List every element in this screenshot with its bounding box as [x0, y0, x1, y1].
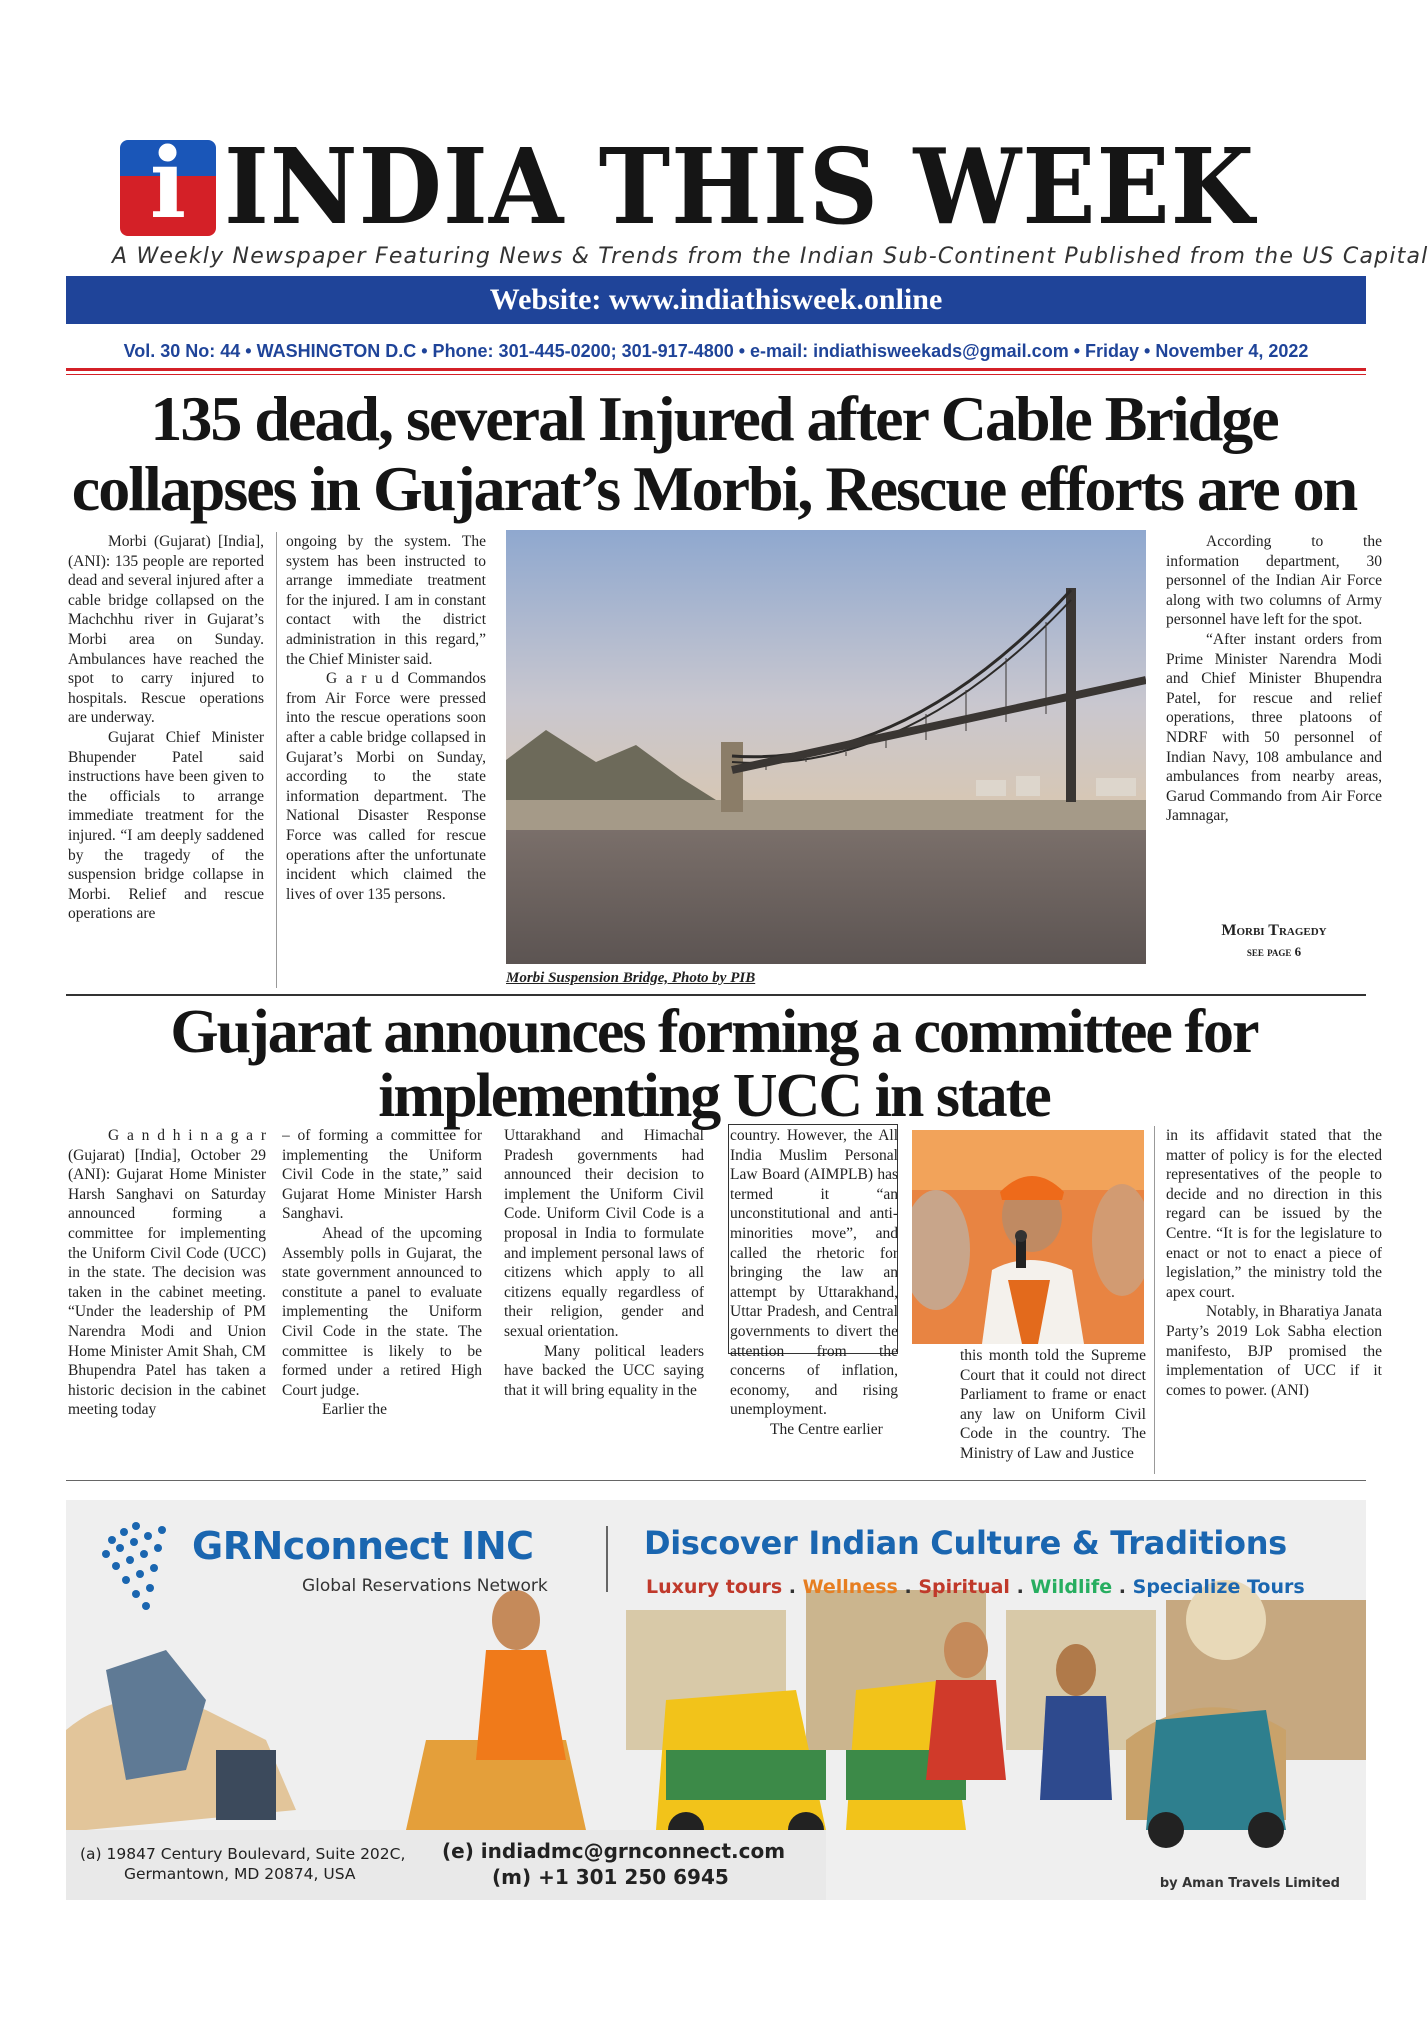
ad-brand-subtitle: Global Reservations Network [302, 1576, 548, 1596]
story2-column-6: in its affidavit stated that the matter of policy is for the elected representatives of the people to decide and no direction in this regard can be issued by the Centre. “It is for the legislature to enact or not to enact a piece of legislation,” the ministry told the apex court. Notably, in Bharatiya Janata Party’s 2019 Lok Sabha election manifesto, BJP promised the implementation of UCC if it comes to power. (ANI) [1166, 1127, 1382, 1399]
website-link[interactable]: Website: www.indiathisweek.online [66, 276, 1366, 324]
issue-info: Vol. 30 No: 44 • WASHINGTON D.C • Phone: 301-445-0200; 301-917-4800 • e-mail: indiathisweekads@gmail.com • Friday • November 4, 2022 [123, 341, 1309, 361]
tagline: A Weekly Newspaper Featuring News & Trends from the Indian Sub-Continent Published from the US Capital [112, 244, 1428, 269]
ad-tour-types: Luxury tours . Wellness . Spiritual . Wildlife . Specialize Tours [646, 1576, 1305, 1598]
ad-brand-name: GRNconnect INC [192, 1524, 534, 1568]
column-divider [1154, 1126, 1155, 1474]
grnconnect-advertisement[interactable] [66, 1500, 1366, 1900]
bridge-photo-caption: Morbi Suspension Bridge, Photo by PIB [506, 970, 756, 986]
logo-i-icon: i [120, 140, 216, 236]
newspaper-title: INDIA THIS WEEK [224, 125, 1256, 248]
story2-column-4: country. However, the All India Muslim Personal Law Board (AIMPLB) has termed it “an unconstitutional and anti-minorities move”, and called the rhetoric for bringing the law an attempt by Uttarakhand, Uttar Pradesh, and Central governments to divert the attention from the concerns of inflation, economy, and rising unemployment. The Centre earlier [730, 1127, 898, 1438]
ad-contact[interactable] [442, 1838, 785, 1890]
header-divider-thin [66, 374, 1366, 375]
header-divider [66, 368, 1366, 371]
ad-headline: Discover Indian Culture & Traditions [644, 1524, 1287, 1562]
ad-phone[interactable]: (m) +1 301 250 6945 [492, 1865, 729, 1889]
ad-divider [606, 1526, 608, 1592]
continued-jump[interactable]: Morbi Tragedy see page 6 [1221, 922, 1327, 959]
ad-byline: by Aman Travels Limited [1159, 1876, 1340, 1891]
bridge-photo [506, 530, 1146, 964]
tour-wildlife: Wildlife [1030, 1576, 1113, 1598]
tour-wellness: Wellness [802, 1576, 898, 1598]
column-divider [276, 532, 277, 988]
politician-photo [912, 1130, 1144, 1344]
story1-column-3: According to the information department, 30 personnel of the Indian Air Force along with two columns of Army personnel have left for the spot. “After instant orders from Prime Minister Narendra Modi and Chief Minister Bhupendra Patel, for rescue and relief operations, three platoons of NDRF with 50 personnel of Indian Navy, 108 ambulance and ambulances from nearby areas, Garud Commando from Air Force Jamnagar, [1166, 533, 1382, 825]
tour-luxury: Luxury tours [646, 1576, 783, 1598]
masthead [120, 125, 1326, 248]
tour-specialize: Specialize Tours [1132, 1576, 1305, 1598]
story2-column-5: this month told the Supreme Court that it could not direct Parliament to frame or enact any law on Uniform Civil Code in the country. The Ministry of Law and Justice [960, 1347, 1146, 1462]
story1-column-2: ongoing by the system. The system has been instructed to arrange immediate treatment for the injured. I am in constant contact with the district administration in this regard,” the Chief Minister said. G a r u d Commandos from Air Force were pressed into the rescue operations soon after a cable bridge collapsed in Gujarat’s Morbi on Sunday, according to the state information department. The National Disaster Response Force was called for rescue operations after the unfortunate incident which claimed the lives of over 135 persons. [286, 533, 486, 903]
story1-column-1: Morbi (Gujarat) [India],(ANI): 135 people are reported dead and several injured after a cable bridge collapsed on the Machchhu river in Gujarat’s Morbi area on Sunday. Ambulances have reached the spot to carry injured to hospitals. Rescue operations are underway. Gujarat Chief Minister Bhupender Patel said instructions have been given to the officials to arrange immediate treatment for the injured. “I am deeply saddened by the tragedy of the suspension bridge collapse in Morbi. Relief and rescue operations are [68, 533, 264, 923]
section-divider [66, 994, 1366, 996]
ad-address: (a) 19847 Century Boulevard, Suite 202C, Germantown, MD 20874, USA [80, 1845, 406, 1883]
section-divider-thin [66, 1480, 1366, 1481]
story2-column-3: Uttarakhand and Himachal Pradesh governments had announced their decision to implement the Uniform Civil Code. Uniform Civil Code is a proposal in India to formulate and implement personal laws of citizens which apply to all citizens equally regardless of their religion, gender and sexual orientation. Many political leaders have backed the UCC saying that it will bring equality in the [504, 1127, 704, 1399]
story2-column-1: G a n d h i n a g a r (Gujarat) [India], October 29 (ANI): Gujarat Home Minister Harsh Sanghavi on Saturday announced forming a committee for implementing the Uniform Civil Code (UCC) in the state. The decision was taken in the cabinet meeting. “Under the leadership of PM Narendra Modi and Union Home Minister Amit Shah, CM Bhupendra Patel has taken a historic decision in the cabinet meeting today [68, 1127, 266, 1419]
story1-headline: 135 dead, several Injured after Cable Bridge collapses in Gujarat’s Morbi, Rescue efforts are on [71, 383, 1357, 524]
ad-email[interactable]: (e) indiadmc@grnconnect.com [442, 1839, 786, 1863]
tour-spiritual: Spiritual [918, 1576, 1010, 1598]
story2-column-2: – of forming a committee for implementing the Uniform Civil Code in the state,” said Gujarat Home Minister Harsh Sanghavi. Ahead of the upcoming Assembly polls in Gujarat, the state government announced to constitute a panel to evaluate implementing the Uniform Civil Code in the state. The committee is likely to be formed under a retired High Court judge. Earlier the [282, 1127, 482, 1419]
story2-headline: Gujarat announces forming a committee for implementing UCC in state [170, 998, 1258, 1130]
